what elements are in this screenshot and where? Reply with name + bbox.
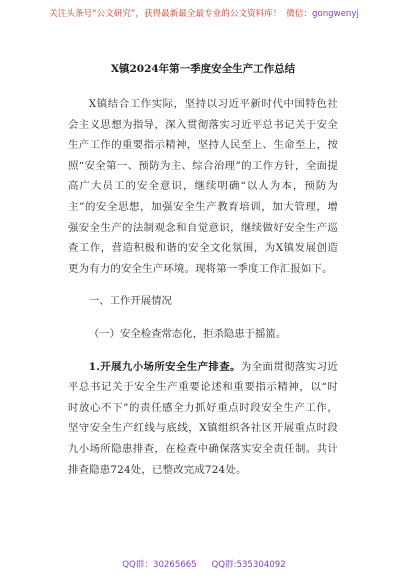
footer-banner — [0, 557, 408, 573]
subsection-heading: （一）安全检查常态化，拒杀隐患于摇篮。 — [88, 327, 287, 340]
footer-qq-group-1: QQ群：30265665 — [122, 560, 197, 570]
intro-paragraph: X镇结合工作实际，坚持以习近平新时代中国特色社会主义思想为指导，深入贯彻落实习近平总书记关于安全生产工作的重要指示精神，坚持人民至上、生命至上，按照“安全第一、预防为主、综合治理”的工作方针，全面提高广大员工的安全意识，继续明确“以人为本，预防为主”的安全思想，加强安全生产教育培训，加大管理，增强安全生产的法制观念和自觉意识，继续做好安全生产巡查工作，营造积极和谐的安全文化氛围，为X镇发展创造更为有力的安全生产环境。现将第一季度工作汇报如下。 — [68, 98, 338, 275]
item-lead: 1.开展九小场所安全生产排查。 — [88, 360, 241, 373]
document-body — [68, 62, 338, 480]
document-title: X镇2024年第一季度安全生产工作总结 — [110, 63, 296, 75]
header-banner — [0, 0, 408, 28]
header-contact-value: gongwenyj — [312, 9, 359, 19]
item-body: 为全面贯彻落实习近平总书记关于安全生产重要论述和重要指示精神，以“时时放心不下”的责任感全力抓好重点时段安全生产工作，坚守安全生产红线与底线，X镇组织各社区开展重点时段九小场所隐患排查，在检查中确保落实安全责任制。共计排查隐患724处，已整改完成724处。 — [68, 360, 338, 476]
section-heading: 一、工作开展情况 — [88, 295, 172, 308]
footer-qq-group-2: QQ群:535304092 — [211, 560, 286, 570]
header-promo-text: 关注头条号“公文研究”，获得最新最全最专业的公文资料库！ — [49, 9, 282, 19]
header-contact-label: 微信： — [286, 9, 312, 19]
header-separator — [282, 9, 285, 19]
item-paragraph — [68, 357, 338, 481]
